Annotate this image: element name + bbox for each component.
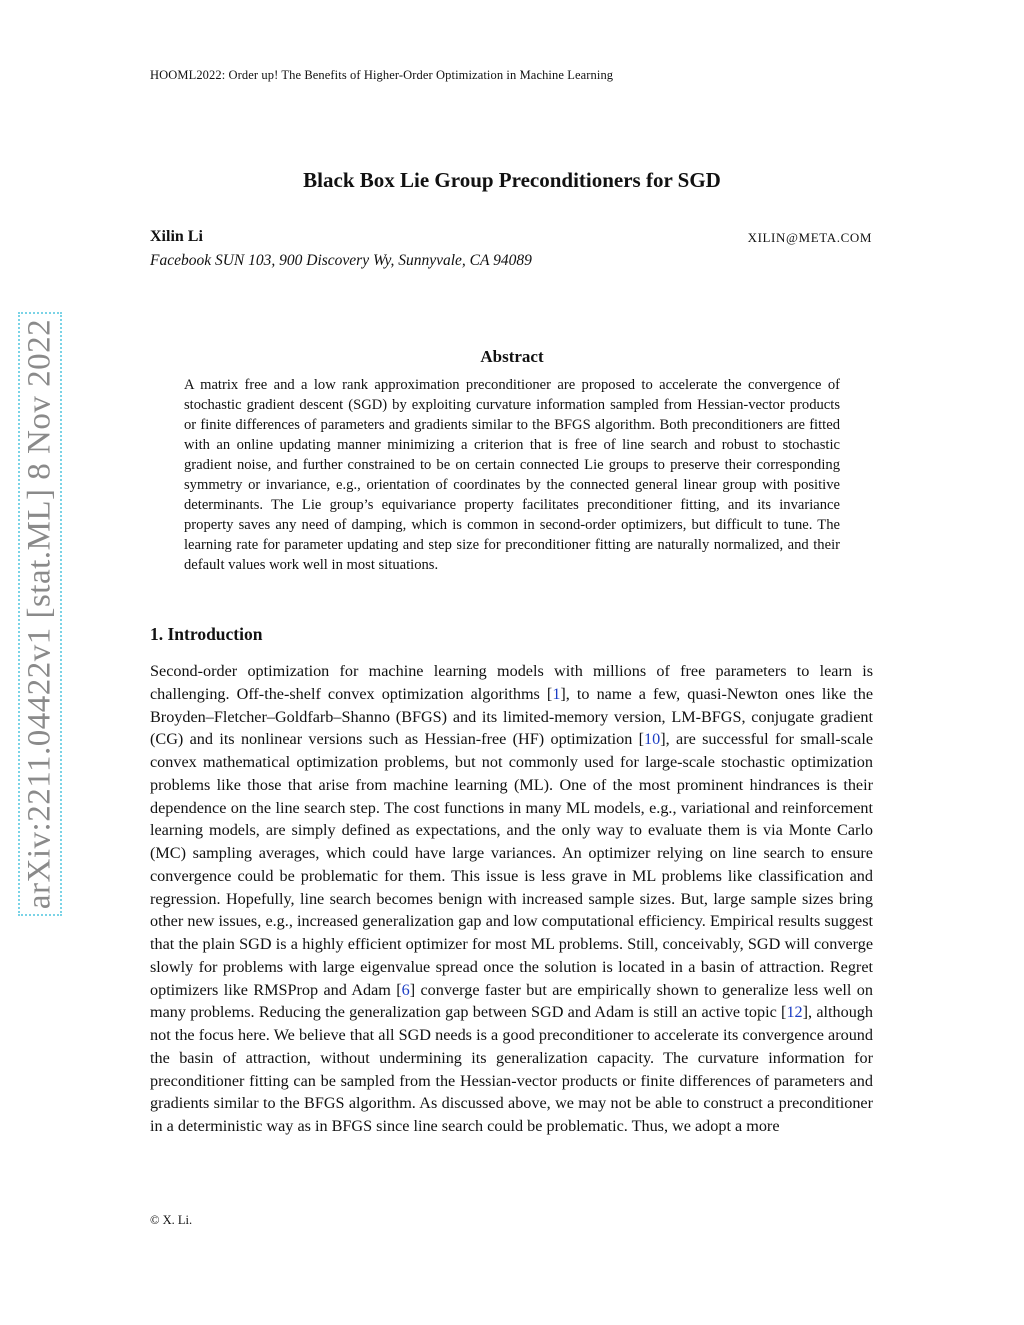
citation-link[interactable]: 6 xyxy=(401,980,410,999)
arxiv-stamp-text: arXiv:2211.04422v1 [stat.ML] 8 Nov 2022 xyxy=(21,318,58,910)
introduction-heading: 1. Introduction xyxy=(150,624,263,644)
introduction-text: ], are successful for small-scale convex mathematical optimization problems, but not commonly used for large-scale stochastic optimization problems like those that arise from machine learning (ML). One of the most prominent hindrances is their dependence on the line search step. The cost functions in many ML models, e.g., variational and reinforcement learning models, are simply defined as expectations, and the only way to evaluate them is via Monte Carlo (MC) sampling averages, which could have large variances. An optimizer relying on line search to ensure convergence could be problematic for them. This issue is less grave in ML problems like classification and regression. Hopefully, line search becomes benign with increased sample sizes. But, large sample sizes bring other new issues, e.g., increased generalization gap and low computational efficiency. Empirical results suggest that the plain SGD is a highly efficient optimizer for most ML problems. Still, conceivably, SGD will converge slowly for problems with large eigenvalue spread once the solution is located in a basin of attraction. Regret optimizers like RMSProp and Adam [ xyxy=(150,730,874,999)
introduction-body xyxy=(150,660,873,1138)
abstract-heading: Abstract xyxy=(480,347,544,366)
citation-link[interactable]: 1 xyxy=(552,684,561,703)
arxiv-stamp[interactable] xyxy=(18,312,62,916)
citation-link[interactable]: 12 xyxy=(786,1003,803,1022)
copyright-notice: © X. Li. xyxy=(150,1213,193,1227)
author-affiliation: Facebook SUN 103, 900 Discovery Wy, Sunnyvale, CA 94089 xyxy=(150,252,532,269)
introduction-text: ], to name a few, quasi-Newton ones like the Broyden–Fletcher–Goldfarb–Shanno (BFGS) and its limited-memory version, LM-BFGS, conjugate gradient (CG) and its nonlinear versions such as Hessian-free (HF) optimization [ xyxy=(150,684,874,749)
introduction-text: ], although not the focus here. We believe that all SGD needs is a good preconditioner to accelerate its convergence around the basin of attraction, without undermining its generalization capacity. The curvature information for preconditioner fitting can be sampled from the Hessian-vector products or finite differences of parameters and gradients similar to the BFGS algorithm. As discussed above, we may not be able to construct a preconditioner in a deterministic way as in BFGS since line search could be problematic. Thus, we adopt a more xyxy=(150,1003,873,1135)
author-name: Xilin Li xyxy=(150,228,203,245)
introduction-text: Second-order optimization for machine learning models with millions of free parameters to learn is challenging. Off-the-shelf convex optimization algorithms [ xyxy=(150,662,873,703)
author-email[interactable]: XILIN@META.COM xyxy=(747,230,872,245)
running-head: HOOML2022: Order up! The Benefits of Higher-Order Optimization in Machine Learning xyxy=(150,68,614,82)
introduction-text: ] converge faster but are empirically shown to generalize less well on many problems. Reducing the generalization gap between SGD and Adam is still an active topic [ xyxy=(150,980,873,1022)
abstract-body: A matrix free and a low rank approximation preconditioner are proposed to accelerate the convergence of stochastic gradient descent (SGD) by exploiting curvature information sampled from Hessian-vector products or finite differences of parameters and gradients similar to the BFGS algorithm. Both preconditioners are fitted with an online updating manner minimizing a criterion that is free of line search and robust to stochastic gradient noise, and further constrained to be on certain connected Lie groups to preserve their corresponding symmetry or invariance, e.g., orientation of coordinates by the connected general linear group with positive determinants. The Lie group’s equivariance property facilitates preconditioner fitting, and its invariance property saves any need of damping, which is common in second-order optimizers, but difficult to tune. The learning rate for parameter updating and step size for preconditioner fitting are naturally normalized, and their default values work well in most situations. xyxy=(184,377,840,573)
paper-title: Black Box Lie Group Preconditioners for SGD xyxy=(303,168,721,192)
citation-link[interactable]: 10 xyxy=(644,730,661,749)
